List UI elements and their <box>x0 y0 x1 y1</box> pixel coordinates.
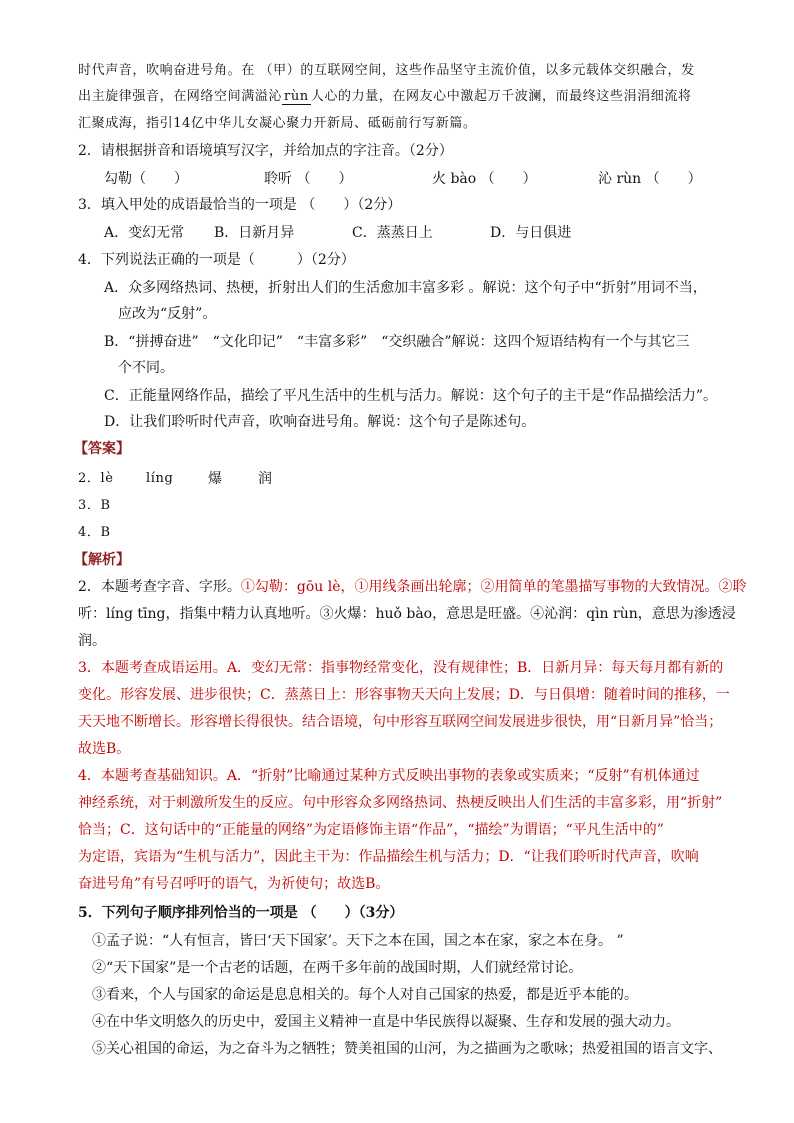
analysis-4-line-4: 为定语，宾语为“生机与活力”，因此主干为：作品描绘生机与活力；D．“让我们聆听时代声音，吹响 <box>78 849 699 865</box>
pinyin-blank: rùn <box>284 89 309 104</box>
analysis-4-reflex: “反射”有机体通过 <box>587 768 700 784</box>
passage-line-3: 汇聚成海，指引14亿中华儿女凝心聚力开新局、砥砺前行写新篇。 <box>78 116 477 131</box>
passage-line-2-b: 人心的力量，在网友心中激起万千波澜，而最终这些涓涓细流将 <box>310 89 692 104</box>
q3-option-b: B．日新月异 <box>214 225 295 241</box>
analysis-4-line-2-b: “折射” <box>680 795 723 811</box>
q2-item-4: 沁 rùn （ ） <box>598 171 702 187</box>
analysis-2-line-3: 润。 <box>78 633 106 649</box>
analysis-3-line-4: 故选B。 <box>78 741 131 757</box>
answer-3: 3．B <box>78 498 111 513</box>
analysis-4-line-1 <box>78 767 700 785</box>
answer-2-a: 2．lè <box>78 471 114 486</box>
q3-option-d: D．与日俱进 <box>490 225 572 241</box>
question-5-title: 5．下列句子顺序排列恰当的一项是 （ ）（3分） <box>78 905 404 921</box>
q4-option-d: D．让我们聆听时代声音，吹响奋进号角。解说：这个句子是陈述句。 <box>104 414 536 430</box>
question-2-title: 2．请根据拼音和语境填写汉字，并给加点的字注音。（2分） <box>78 143 453 159</box>
analysis-4-intro: 4．本题考查基础知识。A．“折射”比喻通过某种方式反映出事物的表象或实质来； <box>78 768 588 784</box>
answer-2-d: 润 <box>258 471 272 487</box>
q2-item-1: 勾勒（ ） <box>104 171 188 187</box>
answer-2-b: líng <box>146 471 174 486</box>
q5-sentence-2: ②“天下国家”是一个古老的话题，在两千多年前的战国时期，人们就经常讨论。 <box>92 960 583 976</box>
q5-sentence-1: ①孟子说：“人有恒言，皆曰‘天下国家’。天下之本在国，国之本在家，家之本在身。 ” <box>92 933 624 949</box>
analysis-4-line-2-a: 神经系统，对于刺激所发生的反应。句中形容众多网络热词、热梗反映出人们生活的丰富多彩，用 <box>78 795 680 811</box>
analysis-2-line-2: 听：líng tīng，指集中精力认真地听。③火爆：huǒ bào，意思是旺盛。④沁润：qìn rùn，意思为渗透浸 <box>78 606 736 622</box>
analysis-4-line-2 <box>78 794 722 812</box>
analysis-3-line-1: 3．本题考查成语运用。A．变幻无常：指事物经常变化，没有规律性；B．日新月异：每天每月都有新的 <box>78 660 724 676</box>
passage-line-1: 时代声音，吹响奋进号角。在 （甲）的互联网空间，这些作品坚守主流价值，以多元载体交织融合，发 <box>78 63 695 78</box>
analysis-2-highlight: ①勾勒：gōu lè，①用线条画出轮廓；②用简单的笔墨描写事物的大致情况。②聆 <box>240 579 747 595</box>
analysis-3-line-3: 天天地不断增长。形容增长得很快。结合语境，句中形容互联网空间发展进步很快，用“日新月异”恰当； <box>78 714 723 730</box>
q2-item-3: 火 bào （ ） <box>432 171 537 187</box>
q2-item-2: 聆听 （ ） <box>264 171 353 187</box>
answer-2-c: 爆 <box>208 471 222 487</box>
q4-option-c: C．正能量网络作品，描绘了平凡生活中的生机与活力。解说：这个句子的主干是“作品描绘活力”。 <box>104 388 718 404</box>
passage-line-2-a: 出主旋律强音，在网络空间满溢沁 <box>78 89 283 104</box>
analysis-2-line-1 <box>78 578 747 596</box>
q4-option-a-line-1: A．众多网络热词、热梗，折射出人们的生活愈加丰富多彩 。解说：这个句子中“折射”用词不当， <box>104 280 707 296</box>
q5-sentence-3: ③看来，个人与国家的命运是息息相关的。每个人对自己国家的热爱，都是近乎本能的。 <box>92 987 638 1003</box>
q3-option-c: C．蒸蒸日上 <box>352 225 433 241</box>
question-4-title: 4．下列说法正确的一项是（ ）（2分） <box>78 252 355 268</box>
analysis-2-intro: 2．本题考查字音、字形。 <box>78 579 241 595</box>
q5-sentence-5: ⑤关心祖国的命运，为之奋斗为之牺牲；赞美祖国的山河，为之描画为之歌咏；热爱祖国的语言文字、 <box>92 1041 722 1057</box>
question-3-title: 3．填入甲处的成语最恰当的一项是 （ ）（2分） <box>78 197 402 213</box>
answer-header: 【答案】 <box>74 441 130 457</box>
q3-option-a: A．变幻无常 <box>104 225 185 241</box>
analysis-3-line-2: 变化。形容发展、进步很快；C．蒸蒸日上：形容事物天天向上发展；D．与日俱增：随着时间的推移，一 <box>78 687 730 703</box>
answer-4: 4．B <box>78 525 111 540</box>
q5-sentence-4: ④在中华文明悠久的历史中，爱国主义精神一直是中华民族得以凝聚、生存和发展的强大动力。 <box>92 1014 680 1030</box>
q4-option-b-line-2: 个不同。 <box>118 360 174 376</box>
analysis-header: 【解析】 <box>74 552 130 568</box>
analysis-4-line-3: 恰当；C．这句话中的“正能量的网络”为定语修饰主语“作品”，“描绘”为谓语；“平凡生活中的” <box>78 822 664 838</box>
q4-option-b-line-1: B．“拼搏奋进” “文化印记” “丰富多彩” “交织融合”解说：这四个短语结构有一个与其它三 <box>104 334 690 350</box>
passage-line-2 <box>78 88 692 106</box>
q4-option-a-line-2: 应改为“反射”。 <box>118 306 217 322</box>
analysis-4-line-5: 奋进号角”有号召呼吁的语气，为祈使句；故选B。 <box>78 876 390 892</box>
